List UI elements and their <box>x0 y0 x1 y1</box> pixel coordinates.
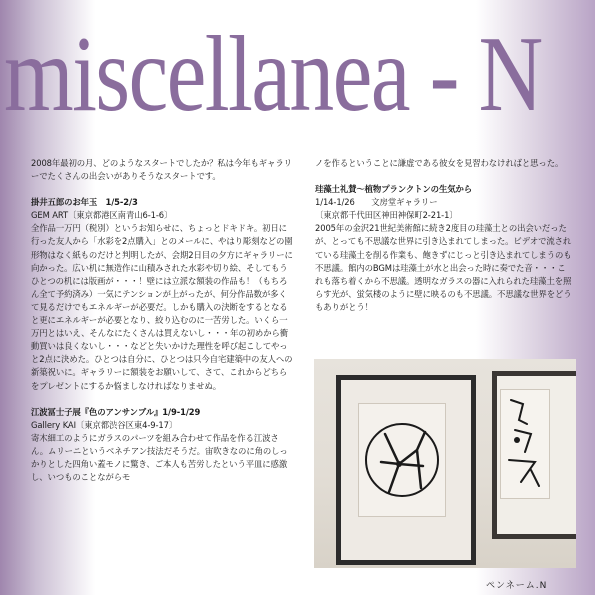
magazine-title: miscellanea - N <box>4 15 542 134</box>
left-column <box>31 157 293 484</box>
figure-drawing <box>501 390 549 498</box>
exhibition-3-address: 〔東京都千代田区神田神保町2-21-1〕 <box>315 210 458 221</box>
photo-caption: ペンネーム.N <box>486 581 548 591</box>
artwork-print <box>500 389 550 499</box>
framed-artwork-right <box>492 371 576 539</box>
artwork-print <box>358 403 446 517</box>
exhibition-3-dates-venue: 1/14-1/26 文房堂ギャラリー <box>315 197 438 208</box>
framed-artwork-left <box>336 375 476 565</box>
right-column <box>315 157 573 314</box>
exhibition-3-heading: 珪藻土礼賛〜植物プランクトンの生気から <box>315 184 473 195</box>
artwork-photo <box>314 359 576 568</box>
spacer <box>31 393 293 406</box>
exhibition-2-body: 寄木細工のようにガラスのパーツを組み合わせて作品を作る江波さん。ムリーニというベネチアン技法だそうだ。宙吹きなのに角のしっかりとした四角い蓋モノに驚き、ご本人も苦労したという平皿に感激し、いつものことながらモ <box>31 432 288 483</box>
spacer <box>31 183 293 196</box>
exhibition-1-venue: GEM ART〔東京都港区南青山6-1-6〕 <box>31 210 173 221</box>
exhibition-2-heading: 江波冨士子展『色のアンサンブル』1/9-1/29 <box>31 406 201 417</box>
exhibition-2-venue: Gallery KAI〔東京都渋谷区東4-9-17〕 <box>31 419 178 430</box>
spacer <box>315 170 573 183</box>
intro-paragraph: 2008年最初の月、どのようなスタートでしたか？私は今年もギャラリーでたくさんの出会いがありそうなスタートです。 <box>31 158 292 182</box>
continuation-paragraph: ノを作るということに謙虚である彼女を見習わなければと思った。 <box>315 158 564 168</box>
circle-figure-drawing <box>359 404 445 516</box>
exhibition-3-body: 2005年の金沢21世紀美術館に続き2度目の珪藻土との出会いだったが、とっても不思議な世界に引き込まれてしまった。ビデオで流されている珪藻土を削る作業も、飽きずにじっと引き込まれてしまうのも不思議。館内のBGMは珪藻土が水と出会った時に奏でた音・・・これも落ち着くから不思議。透明なガラスの器に入れられた珪藻土を照らす光が、蛍気楼のように壁に映るのも不思議。不思議な世界をどうもありがとう！ <box>315 223 572 312</box>
exhibition-1-heading: 掛井五郎のお年玉 1/5-2/3 <box>31 197 138 208</box>
exhibition-1-body: 全作品一万円（税別）というお知らせに、ちょっとドキドキ。初日に行った友人から「水彩を2点購入」とのメールに、やはり彫刻などの園形物はなく紙ものだけと判明したが、会期2日目の夕方にギャラリーに向かった。広い机に無造作に山積みされた水彩や切り絵、そしてもうひとつの机には版画が・・・！壁には立派な額装の作品も！（もちろん全て予約済み）一気にテンションが上がったが、何分作品数が多くて見るだけでもエネルギーが必要だ。しかも購入の決断をするとなると更にエネルギーが必要となり、絞り込むのに一苦労した。いくら一万円とはいえ、そんなにたくさんは買えないし・・・年の初めから衝動買いは良くないし・・・などと失いかけた理性を呼び起こしてやっと2点に決めた。ひとつは自分に、ひとつは只今自宅建築中の友人への新築祝いに。ギャラリーに額装をお願いして、さて、これからどちらをプレゼントにするか悩ましなければなりませぬ。 <box>31 223 293 391</box>
